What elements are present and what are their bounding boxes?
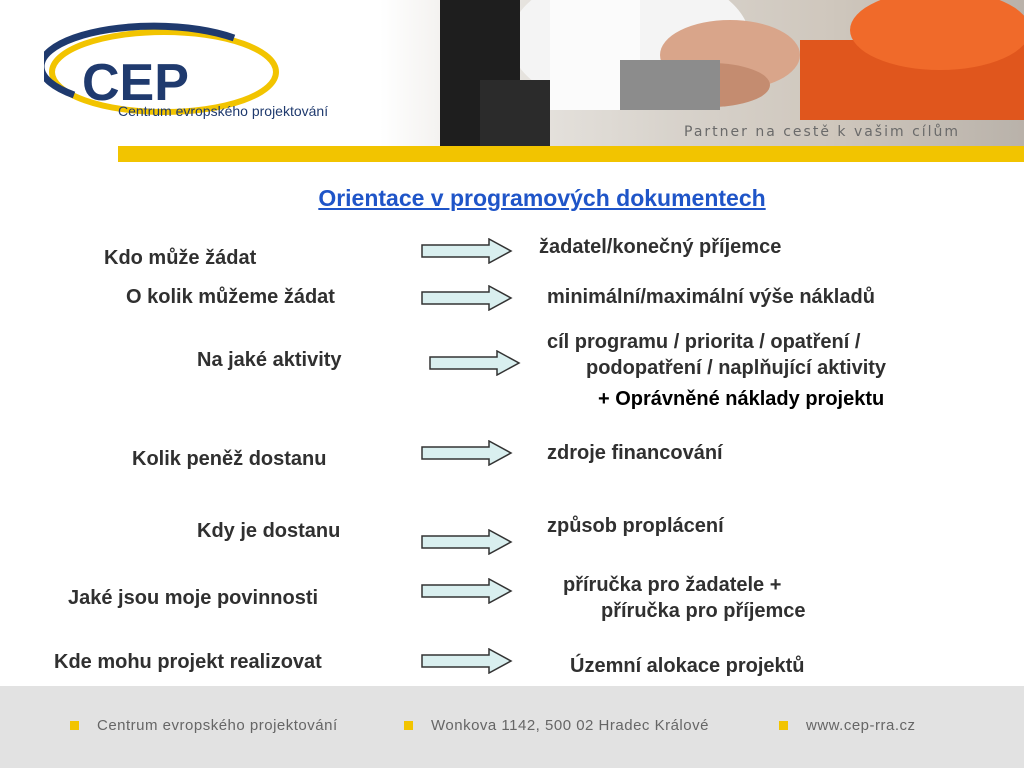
answer-line: příručka pro příjemce: [601, 600, 806, 622]
answer-eligible-costs: + Oprávněné náklady projektu: [598, 388, 885, 410]
yellow-accent-bar: [118, 146, 1024, 162]
footer-organization: Centrum evropského projektování: [97, 717, 338, 734]
answer-line: minimální/maximální výše nákladů: [547, 286, 875, 308]
footer-address: Wonkova 1142, 500 02 Hradec Králové: [431, 717, 709, 734]
bullet-square-icon: [404, 721, 413, 730]
answer-where: [570, 653, 805, 679]
question-where: Kde mohu projekt realizovat: [54, 651, 322, 673]
logo-subtitle: Centrum evropského projektování: [118, 103, 329, 119]
question-which-activities: Na jaké aktivity: [197, 349, 342, 371]
page-title-link[interactable]: Orientace v programových dokumentech: [318, 185, 766, 211]
arrow-right-icon: [421, 648, 513, 674]
arrow-right-icon: [421, 578, 513, 604]
header: [0, 0, 1024, 162]
arrow-right-icon: [421, 440, 513, 466]
question-who-can-apply: Kdo může žádat: [104, 247, 257, 269]
answer-how-much: [547, 284, 875, 310]
arrow-right-icon: [421, 285, 513, 311]
question-how-much-money: Kolik peněž dostanu: [132, 448, 327, 470]
answer-line: žadatel/konečný příjemce: [539, 236, 782, 258]
answer-line: podopatření / naplňující aktivity: [586, 357, 887, 379]
logo-text: CEP: [82, 54, 189, 112]
answer-line: cíl programu / priorita / opatření /: [547, 331, 861, 353]
arrow-right-icon: [421, 529, 513, 555]
question-how-much: O kolik můžeme žádat: [126, 286, 335, 308]
answer-line: příručka pro žadatele +: [563, 574, 782, 596]
bullet-square-icon: [779, 721, 788, 730]
bullet-square-icon: [70, 721, 79, 730]
tagline: Partner na cestě k vašim cílům: [684, 124, 961, 140]
arrow-right-icon: [421, 238, 513, 264]
footer-website-link[interactable]: www.cep-rra.cz: [806, 717, 916, 734]
answer-how-much-money: [547, 440, 723, 466]
question-obligations: Jaké jsou moje povinnosti: [68, 587, 319, 609]
arrow-right-icon: [429, 350, 521, 376]
answer-when: [547, 513, 724, 539]
answer-which-activities: [547, 329, 886, 381]
answer-line: způsob proplácení: [547, 515, 724, 537]
answer-who-can-apply: [539, 234, 781, 260]
answer-line: Územní alokace projektů: [570, 655, 805, 677]
answer-line: zdroje financování: [547, 442, 723, 464]
answer-obligations: [563, 572, 806, 624]
question-when: Kdy je dostanu: [197, 520, 341, 542]
